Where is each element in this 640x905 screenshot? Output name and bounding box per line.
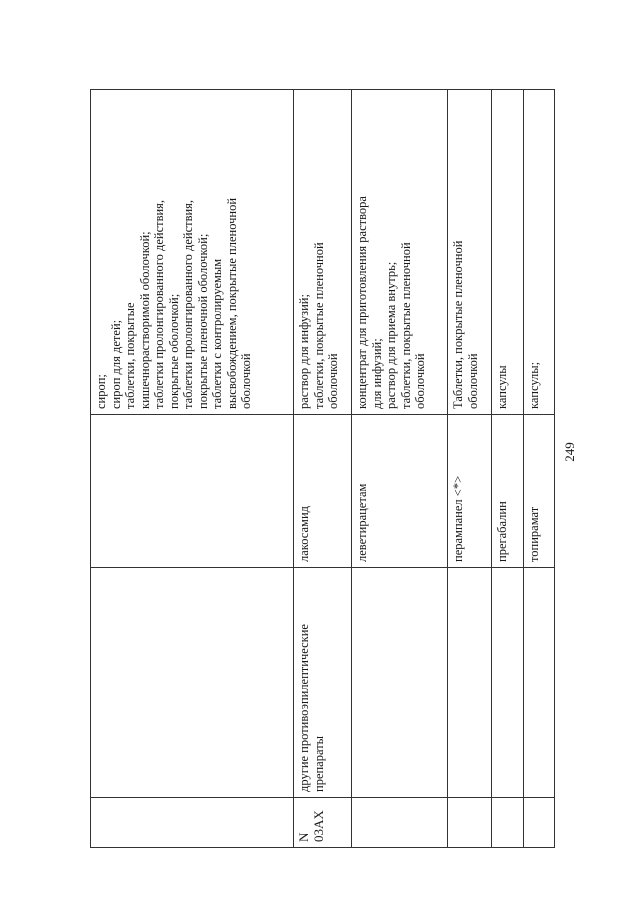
table-row xyxy=(294,90,352,848)
group-cell xyxy=(91,568,294,798)
atc-code-cell xyxy=(352,798,448,848)
substance-cell: леветирацетам xyxy=(352,415,448,568)
dosage-form-line: таблетки пролонгированного действия, xyxy=(181,199,195,409)
dosage-form-line: таблетки, покрытые пленочной xyxy=(398,242,413,409)
substance-cell: лакосамид xyxy=(294,415,352,568)
substance-cell: прегабалин xyxy=(492,415,524,568)
dosage-form-line: покрытые пленочной оболочкой; xyxy=(195,233,210,409)
page-number: 249 xyxy=(562,442,577,462)
atc-code-cell xyxy=(91,798,294,848)
dosage-form-line: концентрат для приготовления раствора xyxy=(355,196,369,409)
dosage-form-line: таблетки, покрытые пленочной xyxy=(311,242,326,409)
dosage-form-line: для инфузий; xyxy=(369,338,384,409)
dosage-forms-cell xyxy=(524,90,555,415)
drug-table xyxy=(90,89,555,848)
dosage-forms-cell xyxy=(492,90,524,415)
group-cell xyxy=(448,568,492,798)
atc-code-cell xyxy=(524,798,555,848)
dosage-form-line: Таблетки, покрытые пленочной xyxy=(451,240,465,409)
table-row xyxy=(448,90,492,848)
group-cell xyxy=(492,568,524,798)
dosage-form-line: раствор для приема внутрь; xyxy=(384,261,398,409)
table-row xyxy=(524,90,555,848)
atc-code-cell xyxy=(448,798,492,848)
dosage-form-line: покрытые оболочкой; xyxy=(166,293,181,409)
dosage-form-line: капсулы; xyxy=(527,361,541,409)
dosage-form-line: высвобождением, покрытые пленочной xyxy=(224,197,239,409)
dosage-forms-cell xyxy=(448,90,492,415)
dosage-form-line: раствор для инфузий; xyxy=(297,294,311,409)
dosage-form-line: оболочкой xyxy=(326,353,340,409)
atc-code-cell: N 03AX xyxy=(294,798,352,848)
atc-code-cell xyxy=(492,798,524,848)
substance-cell xyxy=(91,415,294,568)
table-row xyxy=(91,90,294,848)
substance-cell: перампанел <*> xyxy=(448,415,492,568)
dosage-form-line: сироп; xyxy=(94,374,108,409)
dosage-form-line: кишечнорастворимой оболочкой; xyxy=(137,231,152,409)
dosage-form-line: оболочкой xyxy=(465,353,480,409)
dosage-form-line: сироп для детей; xyxy=(108,319,123,409)
substance-cell: топирамат xyxy=(524,415,555,568)
group-cell xyxy=(524,568,555,798)
dosage-forms-cell xyxy=(352,90,448,415)
dosage-forms-cell xyxy=(91,90,294,415)
rotated-page-content xyxy=(90,90,555,848)
dosage-form-line: оболочкой xyxy=(239,353,253,409)
table-row xyxy=(492,90,524,848)
group-cell: другие противоэпилептические препараты xyxy=(294,568,352,798)
group-cell xyxy=(352,568,448,798)
dosage-form-line: таблетки пролонгированного действия, xyxy=(152,199,166,409)
dosage-form-line: таблетки с контролируемым xyxy=(210,258,224,409)
table-row xyxy=(352,90,448,848)
dosage-form-line: таблетки, покрытые xyxy=(123,302,137,409)
dosage-form-line: оболочкой xyxy=(413,353,427,409)
dosage-form-line: капсулы xyxy=(495,365,509,409)
dosage-forms-cell xyxy=(294,90,352,415)
